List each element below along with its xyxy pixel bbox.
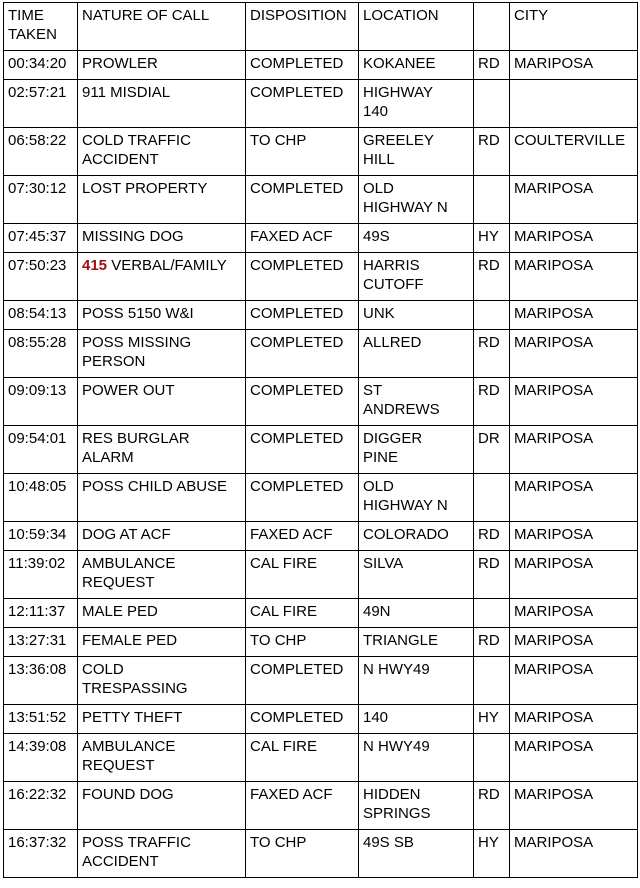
nature-line: POSS TRAFFIC: [82, 834, 191, 851]
nature-cell: [78, 734, 246, 782]
city-cell: MARIPOSA: [510, 734, 638, 782]
suffix-cell: RD: [474, 330, 510, 378]
nature-cell: [78, 551, 246, 599]
location-line: HIDDEN: [363, 786, 421, 803]
nature-line: FOUND DOG: [82, 786, 174, 803]
suffix-cell: [474, 474, 510, 522]
city-cell: MARIPOSA: [510, 705, 638, 734]
disposition-cell: COMPLETED: [246, 705, 359, 734]
disposition-cell: COMPLETED: [246, 657, 359, 705]
header-nature-of-call: NATURE OF CALL: [78, 3, 246, 51]
disposition-cell: COMPLETED: [246, 176, 359, 224]
nature-line: 911 MISDIAL: [82, 84, 171, 101]
table-row: [4, 782, 638, 830]
time-cell: 13:36:08: [4, 657, 78, 705]
nature-line: REQUEST: [82, 573, 155, 591]
time-cell: 14:39:08: [4, 734, 78, 782]
location-line: SPRINGS: [363, 804, 431, 822]
table-row: [4, 330, 638, 378]
suffix-cell: RD: [474, 128, 510, 176]
suffix-cell: [474, 657, 510, 705]
time-cell: 08:54:13: [4, 301, 78, 330]
table-row: [4, 599, 638, 628]
suffix-cell: [474, 301, 510, 330]
location-line: KOKANEE: [363, 55, 436, 72]
nature-cell: [78, 378, 246, 426]
nature-line: MISSING DOG: [82, 228, 184, 245]
disposition-cell: COMPLETED: [246, 51, 359, 80]
location-cell: [359, 51, 474, 80]
location-cell: [359, 176, 474, 224]
time-cell: 09:09:13: [4, 378, 78, 426]
table-row: [4, 128, 638, 176]
location-line: N HWY49: [363, 738, 430, 755]
suffix-cell: [474, 80, 510, 128]
city-cell: MARIPOSA: [510, 426, 638, 474]
suffix-cell: HY: [474, 830, 510, 878]
table-row: [4, 51, 638, 80]
location-cell: [359, 830, 474, 878]
location-line: HIGHWAY N: [363, 496, 448, 514]
nature-cell: [78, 80, 246, 128]
location-line: ST: [363, 382, 383, 399]
table-row: [4, 378, 638, 426]
table-row: [4, 474, 638, 522]
table-row: [4, 522, 638, 551]
disposition-cell: TO CHP: [246, 830, 359, 878]
city-cell: [510, 80, 638, 128]
location-cell: [359, 705, 474, 734]
location-cell: [359, 378, 474, 426]
location-cell: [359, 253, 474, 301]
time-cell: 10:48:05: [4, 474, 78, 522]
time-cell: 13:51:52: [4, 705, 78, 734]
header-city: CITY: [510, 3, 638, 51]
disposition-cell: COMPLETED: [246, 80, 359, 128]
suffix-cell: RD: [474, 782, 510, 830]
location-line: PINE: [363, 448, 399, 466]
location-line: HIGHWAY N: [363, 198, 448, 216]
location-cell: [359, 782, 474, 830]
city-cell: MARIPOSA: [510, 301, 638, 330]
disposition-cell: COMPLETED: [246, 474, 359, 522]
table-row: [4, 628, 638, 657]
location-line: HIGHWAY: [363, 84, 433, 101]
header-row: [4, 3, 638, 51]
location-line: 49N: [363, 603, 391, 620]
table-row: [4, 734, 638, 782]
disposition-cell: COMPLETED: [246, 426, 359, 474]
nature-line: LOST PROPERTY: [82, 180, 208, 197]
nature-cell: [78, 657, 246, 705]
location-cell: [359, 224, 474, 253]
location-line: SILVA: [363, 555, 404, 572]
time-cell: 07:45:37: [4, 224, 78, 253]
location-cell: [359, 301, 474, 330]
time-cell: 07:30:12: [4, 176, 78, 224]
time-cell: 08:55:28: [4, 330, 78, 378]
disposition-cell: COMPLETED: [246, 253, 359, 301]
nature-line: ACCIDENT: [82, 852, 159, 870]
disposition-cell: CAL FIRE: [246, 734, 359, 782]
city-cell: MARIPOSA: [510, 628, 638, 657]
nature-line: REQUEST: [82, 756, 155, 774]
nature-cell: [78, 599, 246, 628]
header-time-line-2: TAKEN: [8, 25, 57, 43]
location-line: ANDREWS: [363, 400, 440, 418]
city-cell: MARIPOSA: [510, 224, 638, 253]
city-cell: MARIPOSA: [510, 782, 638, 830]
nature-line: COLD: [82, 661, 124, 678]
time-cell: 10:59:34: [4, 522, 78, 551]
suffix-cell: DR: [474, 426, 510, 474]
nature-line: COLD TRAFFIC: [82, 132, 191, 149]
location-line: 49S: [363, 228, 390, 245]
nature-cell: [78, 628, 246, 657]
city-cell: MARIPOSA: [510, 599, 638, 628]
disposition-cell: COMPLETED: [246, 301, 359, 330]
location-line: HILL: [363, 150, 395, 168]
location-line: UNK: [363, 305, 395, 322]
location-cell: [359, 330, 474, 378]
location-line: TRIANGLE: [363, 632, 439, 649]
nature-line: AMBULANCE: [82, 555, 176, 572]
location-cell: [359, 426, 474, 474]
nature-line: PETTY THEFT: [82, 709, 183, 726]
location-cell: [359, 628, 474, 657]
suffix-cell: [474, 176, 510, 224]
location-line: CUTOFF: [363, 275, 424, 293]
suffix-cell: RD: [474, 378, 510, 426]
city-cell: COULTERVILLE: [510, 128, 638, 176]
location-line: COLORADO: [363, 526, 449, 543]
nature-line: POSS MISSING: [82, 334, 192, 351]
time-cell: 07:50:23: [4, 253, 78, 301]
table-row: [4, 80, 638, 128]
header-disposition: DISPOSITION: [246, 3, 359, 51]
disposition-cell: COMPLETED: [246, 378, 359, 426]
suffix-cell: [474, 599, 510, 628]
nature-line: AMBULANCE: [82, 738, 176, 755]
time-cell: 00:34:20: [4, 51, 78, 80]
city-cell: MARIPOSA: [510, 378, 638, 426]
time-cell: 06:58:22: [4, 128, 78, 176]
nature-cell: [78, 705, 246, 734]
disposition-cell: TO CHP: [246, 128, 359, 176]
nature-cell: [78, 128, 246, 176]
suffix-cell: RD: [474, 628, 510, 657]
time-cell: 11:39:02: [4, 551, 78, 599]
city-cell: MARIPOSA: [510, 51, 638, 80]
suffix-cell: RD: [474, 551, 510, 599]
location-cell: [359, 80, 474, 128]
disposition-cell: FAXED ACF: [246, 522, 359, 551]
nature-line: POSS CHILD ABUSE: [82, 478, 228, 495]
nature-line: RES BURGLAR: [82, 430, 190, 447]
location-line: N HWY49: [363, 661, 430, 678]
header-suffix: [474, 3, 510, 51]
time-cell: 16:22:32: [4, 782, 78, 830]
location-line: ALLRED: [363, 334, 422, 351]
nature-cell: [78, 830, 246, 878]
nature-cell: [78, 782, 246, 830]
location-line: 49S SB: [363, 834, 414, 851]
disposition-cell: CAL FIRE: [246, 599, 359, 628]
location-line: DIGGER: [363, 430, 423, 447]
location-line: OLD: [363, 478, 394, 495]
suffix-cell: [474, 734, 510, 782]
disposition-cell: CAL FIRE: [246, 551, 359, 599]
table-row: [4, 224, 638, 253]
location-cell: [359, 599, 474, 628]
city-cell: MARIPOSA: [510, 474, 638, 522]
location-cell: [359, 522, 474, 551]
city-cell: MARIPOSA: [510, 830, 638, 878]
location-line: OLD: [363, 180, 394, 197]
city-cell: MARIPOSA: [510, 253, 638, 301]
time-cell: 12:11:37: [4, 599, 78, 628]
table-row: [4, 426, 638, 474]
location-line: 140: [363, 709, 389, 726]
header-location: LOCATION: [359, 3, 474, 51]
nature-line: FEMALE PED: [82, 632, 178, 649]
nature-cell: [78, 522, 246, 551]
header-time-line-1: TIME: [8, 7, 44, 24]
suffix-cell: RD: [474, 51, 510, 80]
suffix-cell: RD: [474, 253, 510, 301]
nature-line: POSS 5150 W&I: [82, 305, 194, 322]
time-cell: 13:27:31: [4, 628, 78, 657]
time-cell: 09:54:01: [4, 426, 78, 474]
location-cell: [359, 128, 474, 176]
city-cell: MARIPOSA: [510, 176, 638, 224]
nature-line: MALE PED: [82, 603, 158, 620]
nature-line: POWER OUT: [82, 382, 175, 399]
nature-cell: [78, 176, 246, 224]
time-cell: 02:57:21: [4, 80, 78, 128]
location-cell: [359, 657, 474, 705]
nature-cell: [78, 474, 246, 522]
nature-code: 415: [82, 257, 108, 274]
nature-cell: [78, 330, 246, 378]
location-line: GREELEY: [363, 132, 434, 149]
nature-line: VERBAL/FAMILY: [107, 257, 227, 274]
nature-cell: [78, 51, 246, 80]
nature-cell: [78, 253, 246, 301]
table-row: [4, 705, 638, 734]
nature-cell: [78, 426, 246, 474]
disposition-cell: FAXED ACF: [246, 782, 359, 830]
city-cell: MARIPOSA: [510, 657, 638, 705]
nature-line: TRESPASSING: [82, 679, 188, 697]
time-cell: 16:37:32: [4, 830, 78, 878]
table-row: [4, 830, 638, 878]
table-row: [4, 551, 638, 599]
location-cell: [359, 551, 474, 599]
nature-line: PERSON: [82, 352, 146, 370]
location-line: 140: [363, 102, 389, 120]
city-cell: MARIPOSA: [510, 522, 638, 551]
suffix-cell: RD: [474, 522, 510, 551]
nature-line: ACCIDENT: [82, 150, 159, 168]
location-cell: [359, 474, 474, 522]
nature-line: PROWLER: [82, 55, 158, 72]
header-time-taken: [4, 3, 78, 51]
nature-line: DOG AT ACF: [82, 526, 171, 543]
table-row: [4, 657, 638, 705]
disposition-cell: FAXED ACF: [246, 224, 359, 253]
suffix-cell: HY: [474, 705, 510, 734]
city-cell: MARIPOSA: [510, 330, 638, 378]
disposition-cell: TO CHP: [246, 628, 359, 657]
location-cell: [359, 734, 474, 782]
nature-cell: [78, 301, 246, 330]
disposition-cell: COMPLETED: [246, 330, 359, 378]
location-line: HARRIS: [363, 257, 420, 274]
nature-line: ALARM: [82, 448, 134, 466]
city-cell: MARIPOSA: [510, 551, 638, 599]
nature-cell: [78, 224, 246, 253]
table-row: [4, 301, 638, 330]
table-row: [4, 253, 638, 301]
call-log-table: [3, 2, 638, 878]
suffix-cell: HY: [474, 224, 510, 253]
table-row: [4, 176, 638, 224]
